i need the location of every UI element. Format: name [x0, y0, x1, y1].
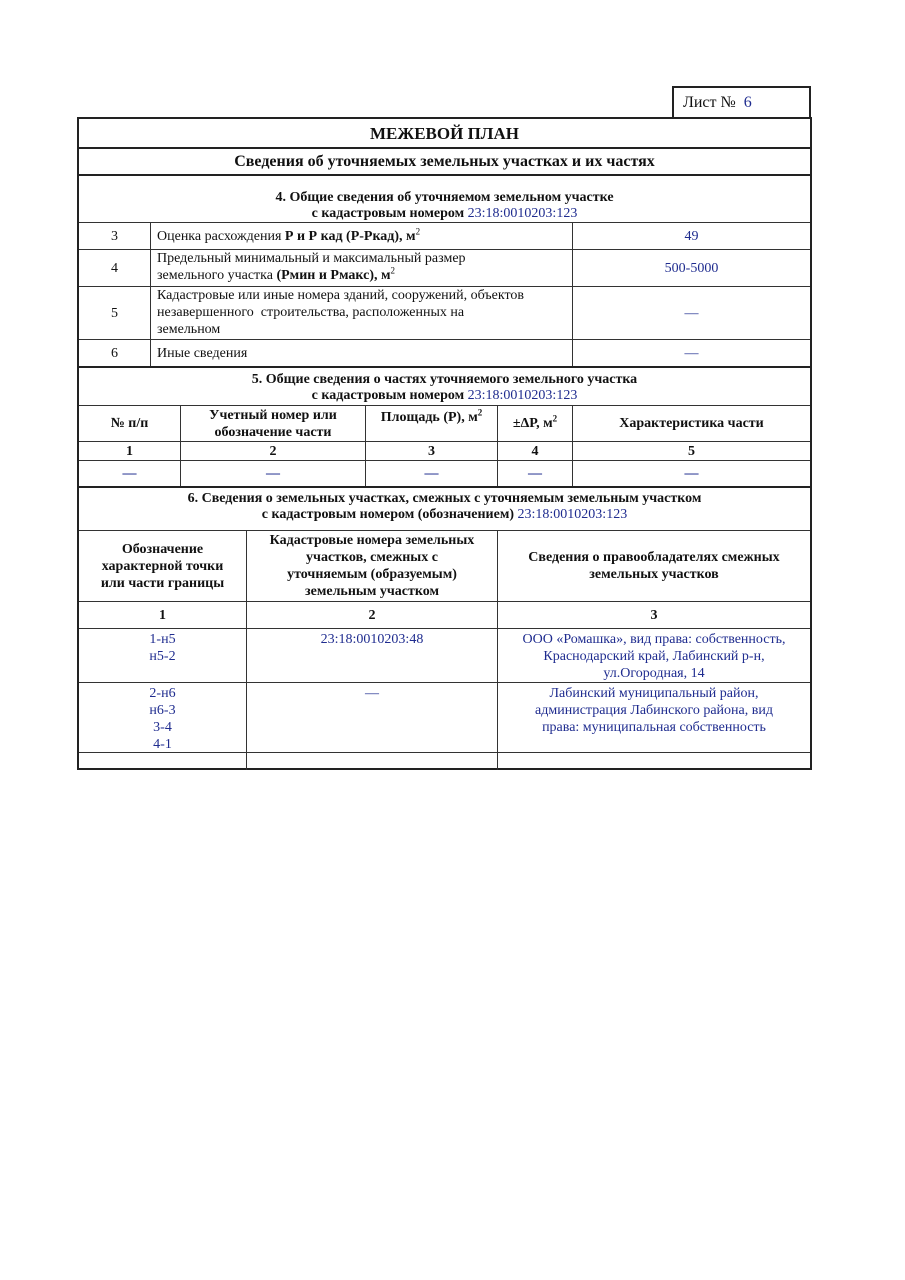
s4-row-value: 500-5000 — [664, 260, 719, 276]
s5-col-header — [498, 406, 572, 441]
s5-col-header-sup: 2 — [477, 407, 483, 418]
s5-cell: — — [266, 466, 280, 481]
s6-owner — [498, 631, 810, 681]
section5-heading-line1: 5. Общие сведения о частях уточняемого земельного участка — [251, 372, 638, 387]
s4-row-num: 3 — [111, 228, 118, 244]
s6-cadastral: — — [365, 686, 379, 701]
s6-col-header — [79, 531, 246, 601]
s6-col-header-line: Обозначение — [121, 541, 204, 557]
s5-col-number: 1 — [126, 443, 133, 459]
s6-col-header-line: характерной точки — [101, 558, 224, 574]
section5-heading-prefix: с кадастровым номером — [311, 388, 465, 403]
section6-heading — [79, 489, 810, 525]
s6-col-header-line: земельным участком — [304, 584, 440, 599]
s6-col-header-line: участков, смежных с — [306, 550, 438, 565]
s5-col-number: 5 — [688, 443, 695, 459]
s4-row-name-prefix: Оценка расхождения — [157, 228, 282, 244]
s6-owner-line: ООО «Ромашка», вид права: собственность, — [522, 632, 786, 647]
s4-row-name — [151, 287, 572, 339]
s6-owner-line: права: муниципальная собственность — [542, 720, 766, 735]
section5-cadastral-number: 23:18:0010203:123 — [467, 388, 578, 403]
section4-heading-line1: 4. Общие сведения об уточняемом земельном участке — [275, 190, 614, 205]
s4-row-name-line: Предельный минимальный и максимальный размер — [157, 251, 466, 266]
s6-point: 4-1 — [153, 737, 172, 752]
s6-point: н6-3 — [149, 703, 176, 718]
s6-col-header-line: уточняемым (образуемым) — [287, 567, 457, 582]
document-title: МЕЖЕВОЙ ПЛАН — [370, 123, 519, 143]
s5-cell: — — [122, 466, 137, 481]
s4-row-name-line: Кадастровые или иные номера зданий, сооружений, объектов — [157, 288, 525, 303]
s6-point: 1-н5 — [149, 632, 176, 647]
document-subtitle: Сведения об уточняемых земельных участках и их частях — [234, 152, 655, 170]
s4-row-num: 5 — [111, 305, 118, 321]
s6-col-header-line: Кадастровые номера земельных — [269, 533, 475, 548]
s5-cell: — — [424, 466, 439, 481]
section4-cadastral-number: 23:18:0010203:123 — [467, 206, 578, 221]
s6-col-header-line: Сведения о правообладателях смежных — [528, 550, 780, 565]
s6-col-header — [498, 531, 810, 601]
s6-point: 2-н6 — [149, 686, 176, 701]
s6-col-number: 1 — [159, 607, 166, 623]
s5-col-header-sup: 2 — [552, 413, 558, 424]
s5-cell: — — [528, 466, 542, 481]
s6-col-number: 3 — [650, 607, 658, 623]
s4-row-name-prefix: земельного участка — [157, 268, 273, 283]
s6-owner-line: Лабинский муниципальный район, — [549, 686, 759, 701]
s4-row-name — [151, 223, 572, 249]
s5-col-number: 3 — [428, 443, 435, 459]
s4-row-sup: 2 — [390, 265, 396, 276]
section5-heading — [79, 371, 810, 405]
s5-col-header-text: Площадь (Р), м — [380, 410, 478, 425]
s4-row-value: 49 — [684, 228, 699, 244]
section6-cadastral-number: 23:18:0010203:123 — [517, 507, 628, 522]
s6-owner-line: ул.Огородная, 14 — [603, 666, 705, 681]
s4-row-name-line: незавершенного строительства, расположенных на — [157, 305, 465, 320]
s4-row-sup: 2 — [415, 225, 421, 236]
s4-row-value: — — [684, 305, 699, 321]
boundary-plan-form — [77, 117, 812, 770]
section4-heading-prefix: с кадастровым номером — [311, 206, 465, 221]
s6-col-header-line: земельных участков — [589, 567, 719, 582]
s5-col-number: 4 — [531, 443, 539, 459]
section4-heading — [79, 189, 810, 223]
sheet-number: 6 — [743, 93, 752, 111]
s6-cadastral: 23:18:0010203:48 — [320, 632, 424, 647]
s4-row-name — [151, 250, 572, 286]
s4-row-name: Иные сведения — [157, 345, 248, 361]
sheet-label: Лист № — [683, 93, 736, 111]
s6-points — [79, 685, 246, 753]
s6-col-header-line: или части границы — [100, 575, 225, 591]
s6-owner-line: Краснодарский край, Лабинский р-н, — [543, 649, 765, 664]
s4-row-name-bold: Р и Р кад (Р-Ркад), м — [284, 228, 416, 244]
s6-col-number: 2 — [368, 607, 376, 623]
s5-col-header: № п/п — [110, 416, 149, 431]
s6-col-header — [247, 531, 497, 601]
section6-heading-prefix: с кадастровым номером (обозначением) — [261, 507, 515, 522]
s4-row-num: 4 — [111, 260, 118, 276]
s4-row-name-line: земельном — [157, 322, 221, 337]
section6-heading-line1: 6. Сведения о земельных участках, смежных с уточняемым земельным участком — [187, 491, 702, 506]
s6-owner-line: администрация Лабинского района, вид — [535, 703, 773, 718]
sheet-number-box — [672, 86, 811, 117]
s5-col-header: Учетный номер или обозначение части — [209, 407, 337, 440]
s4-row-num: 6 — [111, 345, 118, 361]
s5-col-header-text: ±ΔР, м — [512, 416, 553, 431]
s6-point: 3-4 — [153, 720, 172, 735]
s4-row-name-bold: (Рмин и Рмакс), м — [276, 268, 391, 283]
s5-col-header — [366, 406, 497, 441]
s6-point: н5-2 — [149, 649, 176, 664]
s6-owner — [498, 685, 810, 753]
s4-row-value: — — [684, 345, 699, 361]
s5-col-header: Характеристика части — [619, 416, 764, 431]
s5-col-number: 2 — [269, 443, 277, 459]
s5-cell: — — [684, 466, 699, 481]
s6-points — [79, 631, 246, 681]
